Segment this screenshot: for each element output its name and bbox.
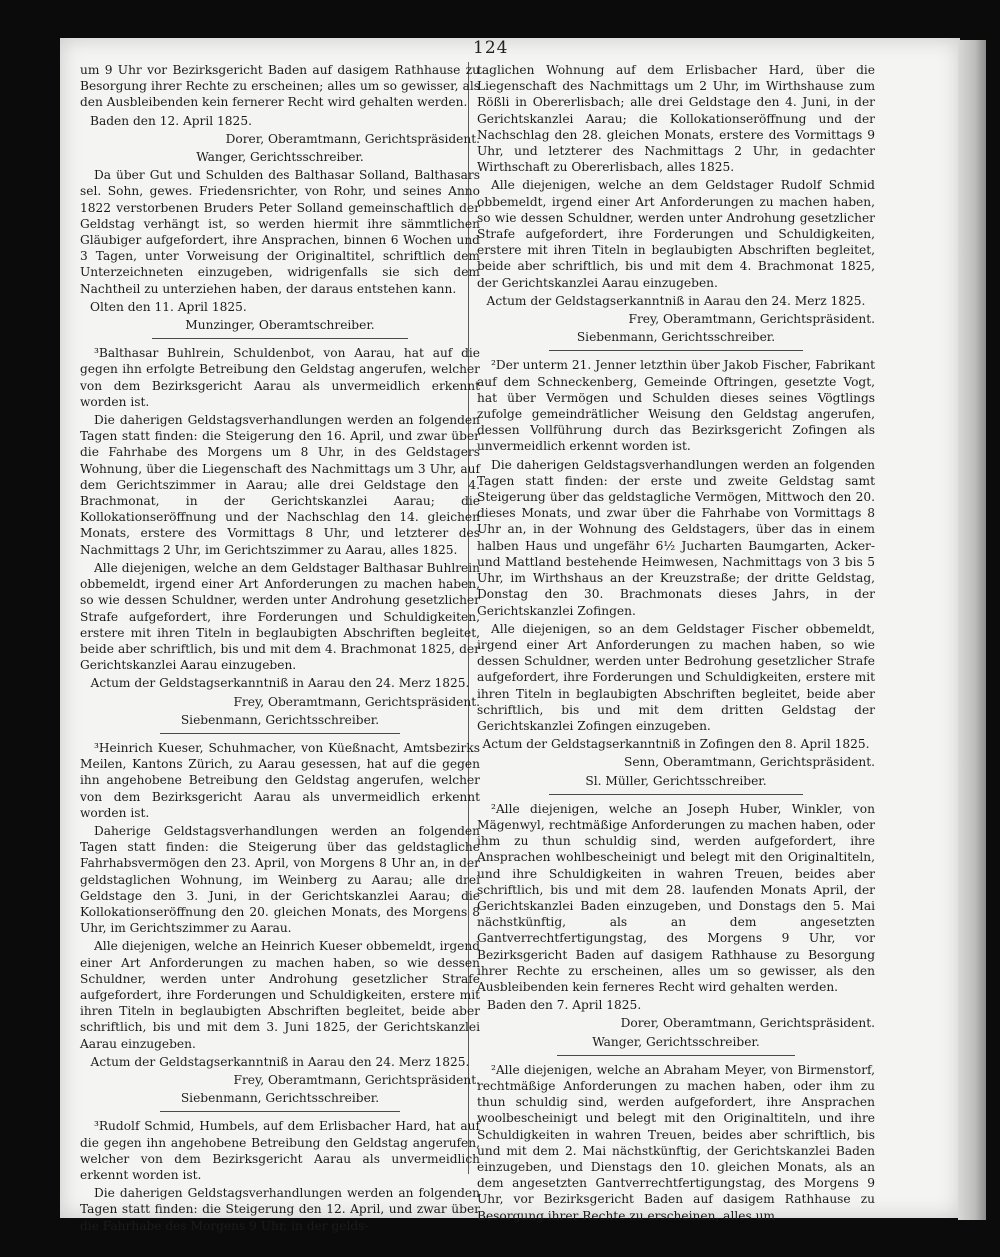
notice-paragraph: Alle diejenigen, so an dem Geldstager Fischer obbemeldt, irgend einer Art Anforderungen zu machen haben, so wie dessen Schuldner, werden unter Bedrohung gesetzlicher Strafe aufgefordert, ihre Forderungen und Schuldigkeiten, erstere mit ihren Titeln in beglaubigten Abschriften begleitet, beide aber schriftlich, bis und mit dem dritten Geldstag der Gerichtskanzlei Zofingen einzugeben. bbox=[477, 621, 875, 733]
notice-paragraph: Alle diejenigen, welche an dem Geldstager Rudolf Schmid obbemeldt, irgend einer Art Anforderungen zu machen haben, so wie dessen Schuldner, werden unter Androhung gesetzlicher Strafe aufgefordert, ihre Forderungen und Schuldigkeiten, erstere mit ihren Titeln in beglaubigten Abschriften begleitet, beide aber schriftlich, bis und mit dem 4. Brachmonat 1825, der Gerichtskanzlei Aarau einzugeben. bbox=[477, 178, 875, 290]
signature: Siebenmann, Gerichtsschreiber. bbox=[180, 712, 380, 727]
notice-divider bbox=[152, 338, 408, 339]
actum-line: Actum der Geldstagserkanntniß in Aarau den 24. Merz 1825. bbox=[90, 676, 470, 691]
notice-paragraph: Alle diejenigen, welche an dem Geldstager Balthasar Buhlrein obbemeldt, irgend einer Art Anforderungen zu machen haben, so wie dessen Schuldner, werden unter Androhung gesetzlicher Strafe aufgefordert, ihre Forderungen und Schuldigkeiten, erstere mit ihren Titeln in beglaubigten Abschriften begleitet, beide aber schriftlich, bis und mit dem 4. Brachmonat 1825, der Gerichtskanzlei Aarau einzugeben. bbox=[80, 560, 480, 673]
notice-continuation: um 9 Uhr vor Bezirksgericht Baden auf dasigem Rathhause zu Besorgung ihrer Rechte zu erscheinen; alles um so gewisser, als den Ausbleibenden kein fernerer Recht wird gehalten werden. bbox=[80, 63, 480, 110]
actum-line: Actum der Geldstagserkanntniß in Aarau den 24. Merz 1825. bbox=[486, 293, 866, 308]
notice-divider bbox=[160, 733, 400, 734]
signature: Sl. Müller, Gerichtsschreiber. bbox=[585, 773, 767, 788]
actum-line: Actum der Geldstagserkanntniß in Aarau den 24. Merz 1825. bbox=[90, 1054, 470, 1069]
left-column bbox=[80, 62, 480, 1236]
signature: Wanger, Gerichtsschreiber. bbox=[592, 1034, 760, 1049]
signature: Siebenmann, Gerichtsschreiber. bbox=[576, 330, 776, 345]
notice-paragraph: Die daherigen Geldstagsverhandlungen werden an folgenden Tagen statt finden: der erste und zweite Geldstag samt Steigerung über das geldstagliche Vermögen, Mittwoch den 20. dieses Monats, und zwar über die Fahrhabe von Vormittags 8 Uhr an, in der Wohnung des Geldstagers, über das in einem halben Haus und ungefähr 6½ Jucharten Baumgarten, Acker- und Mattland bestehende Heimwesen, Nachmittags von 3 bis 5 Uhr, im Wirthshaus an der Kreuzstraße; der dritte Geldstag, Donstag den 30. Brachmonats dieses Jahrs, in der Gerichtskanzlei Zofingen. bbox=[477, 457, 875, 618]
notice-paragraph: ²Der unterm 21. Jenner letzthin über Jakob Fischer, Fabrikant auf dem Schneckenberg, Gemeinde Oftringen, gesetzte Vogt, hat über Vermögen und Schulden dieses seines Vögtlings zufolge gemeindrätlicher Weisung den Geldstag angerufen, dessen Vollführung durch das Bezirksgericht Zofingen als unvermeidlich erkennt worden ist. bbox=[477, 358, 875, 454]
notice-divider bbox=[160, 1111, 400, 1112]
notice-paragraph: Daherige Geldstagsverhandlungen werden an folgenden Tagen statt finden: die Steigerung über das geldstagliche Fahrhabsvermögen den 23. April, von Morgens 8 Uhr an, in der geldstaglichen Wohnung, im Weinberg zu Aarau; alle drei Geldstage den 3. Juni, in der Gerichtskanzlei Aarau; die Kollokationseröffnung den 20. gleichen Monats, des Morgens 8 Uhr, im Gerichtszimmer zu Aarau. bbox=[80, 823, 480, 936]
notice-paragraph: Die daherigen Geldstagsverhandlungen werden an folgenden Tagen statt finden: die Steigerung den 16. April, und zwar über die Fahrhabe des Morgens um 8 Uhr, in des Geldstagers Wohnung, über die Liegenschaft des Nachmittags um 3 Uhr, auf dem Gerichtszimmer in Aarau; alle drei Geldstage den 4. Brachmonat, in der Gerichtskanzlei Aarau; die Kollokationseröffnung und der Nachschlag den 14. gleichen Monats, erstere des Vormittags 8 Uhr, und letzterer des Nachmittags 2 Uhr, im Gerichtszimmer zu Aarau, alles 1825. bbox=[80, 413, 480, 557]
signature: Munzinger, Oberamtschreiber. bbox=[185, 318, 375, 333]
right-column bbox=[477, 62, 875, 1226]
notice-divider bbox=[557, 1055, 796, 1056]
notice-continuation: taglichen Wohnung auf dem Erlisbacher Hard, über die Liegenschaft des Nachmittags um 2 Uhr, im Wirthshause zum Rößli in Obererlisbach; alle drei Geldstage den 4. Juni, in der Gerichtskanzlei Aarau; die Kollokationseröffnung und der Nachschlag den 28. gleichen Monats, erstere des Vormittags 9 Uhr, und letzterer des Nachmittags 2 Uhr, in gedachter Wirthschaft zu Obererlisbach, alles 1825. bbox=[477, 63, 875, 175]
signature: Wanger, Gerichtsschreiber. bbox=[196, 150, 364, 165]
dateline: Baden den 7. April 1825. bbox=[487, 998, 642, 1013]
page-number: 124 bbox=[473, 38, 509, 58]
notice-paragraph: ²Alle diejenigen, welche an Joseph Huber, Winkler, von Mägenwyl, rechtmäßige Anforderungen zu machen haben, oder ihm zu thun schuldig sind, werden aufgefordert, ihre Ansprachen wohlbescheinigt und belegt mit den Originaltiteln, und ihre Schuldigkeiten in wahren Treuen, beides aber schriftlich, bis und mit dem 28. laufenden Monats April, der Gerichtskanzlei Baden einzugeben, und Donstags den 5. Mai nächstkünftig, als an dem angesetzten Gantverrechtfertigungstag, des Morgens 9 Uhr, vor Bezirksgericht Baden auf dasigem Rathhause zu Besorgung ihrer Rechte zu erscheinen, alles um so gewisser, als den Ausbleibenden kein ferneres Recht wird gehalten werden. bbox=[477, 801, 875, 994]
signature: Frey, Oberamtmann, Gerichtspräsident. bbox=[233, 694, 480, 709]
notice-paragraph: Da über Gut und Schulden des Balthasar Solland, Balthasars sel. Sohn, gewes. Friedensrichter, von Rohr, und seines Anno 1822 verstorbenen Bruders Peter Solland gemeinschaftlich der Geldstag verhängt ist, so werden hiermit ihre sämmtlichen Gläubiger aufgefordert, ihre Ansprachen, binnen 6 Wochen und 3 Tagen, unter Vorweisung der Originaltitel, schriftlich dem Unterzeichneten einzugeben, widrigenfalls sie sich dem Nachtheil zu unterziehen haben, der daraus entstehen kann. bbox=[80, 168, 480, 296]
signature: Frey, Oberamtmann, Gerichtspräsident. bbox=[628, 312, 875, 327]
dateline: Olten den 11. April 1825. bbox=[90, 299, 247, 314]
notice-paragraph: ²Alle diejenigen, welche an Abraham Meyer, von Birmenstorf, rechtmäßige Anforderungen zu machen haben, oder ihm zu thun schuldig sind, werden aufgefordert, ihre Ansprachen woolbescheinigt und belegt mit den Originaltiteln, und ihre Schuldigkeiten in wahren Treuen, beides aber schriftlich, bis und mit dem 2. Mai nächstkünftig, der Gerichtskanzlei Baden einzugeben, und Dienstags den 10. gleichen Monats, als an dem angesetzten Gantverrechtfertigungstag, des Morgens 9 Uhr, vor Bezirksgericht Baden auf dasigem Rathhause zu Besorgung ihrer Rechte zu erscheinen, alles um bbox=[477, 1062, 875, 1223]
actum-line: Actum der Geldstagserkanntniß in Zofingen den 8. April 1825. bbox=[482, 737, 870, 752]
notice-paragraph: Alle diejenigen, welche an Heinrich Kueser obbemeldt, irgend einer Art Anforderungen zu machen haben, so wie dessen Schuldner, werden unter Androhung gesetzlicher Strafe aufgefordert, ihre Forderungen und Schuldigkeiten, erstere mit ihren Titeln in beglaubigten Abschriften begleitet, beide aber schriftlich, bis und mit dem 3. Juni 1825, der Gerichtskanzlei Aarau einzugeben. bbox=[80, 939, 480, 1051]
signature: Dorer, Oberamtmann, Gerichtspräsident. bbox=[620, 1016, 875, 1031]
dateline: Baden den 12. April 1825. bbox=[90, 113, 252, 128]
notice-paragraph: Die daherigen Geldstagsverhandlungen werden an folgenden Tagen statt finden: die Steigerung den 12. April, und zwar über die Fahrhabe des Morgens 9 Uhr, in der gelds- bbox=[80, 1186, 480, 1233]
signature: Senn, Oberamtmann, Gerichtspräsident. bbox=[623, 755, 875, 770]
signature: Frey, Oberamtmann, Gerichtspräsident. bbox=[233, 1072, 480, 1087]
notice-paragraph: ³Balthasar Buhlrein, Schuldenbot, von Aarau, hat auf die gegen ihn erfolgte Betreibung den Geldstag angerufen, welcher von dem Bezirksgericht Aarau als unvermeidlich erkennt worden ist. bbox=[80, 346, 480, 409]
notice-paragraph: ³Heinrich Kueser, Schuhmacher, von Küeßnacht, Amtsbezirks Meilen, Kantons Zürich, zu Aarau gesessen, hat auf die gegen ihn angehobene Betreibung den Geldstag angerufen, welcher von dem Bezirksgericht Aarau als unvermeidlich erkennt worden ist. bbox=[80, 740, 480, 820]
signature: Siebenmann, Gerichtsschreiber. bbox=[180, 1091, 380, 1106]
notice-divider bbox=[549, 350, 804, 351]
notice-divider bbox=[549, 794, 804, 795]
page-edge bbox=[958, 40, 986, 1220]
signature: Dorer, Oberamtmann, Gerichtspräsident. bbox=[225, 131, 480, 146]
notice-paragraph: ³Rudolf Schmid, Humbels, auf dem Erlisbacher Hard, hat auf die gegen ihn angehobene Betreibung den Geldstag angerufen, welcher von dem Bezirksgericht Aarau als unvermeidlich erkennt worden ist. bbox=[80, 1119, 480, 1182]
